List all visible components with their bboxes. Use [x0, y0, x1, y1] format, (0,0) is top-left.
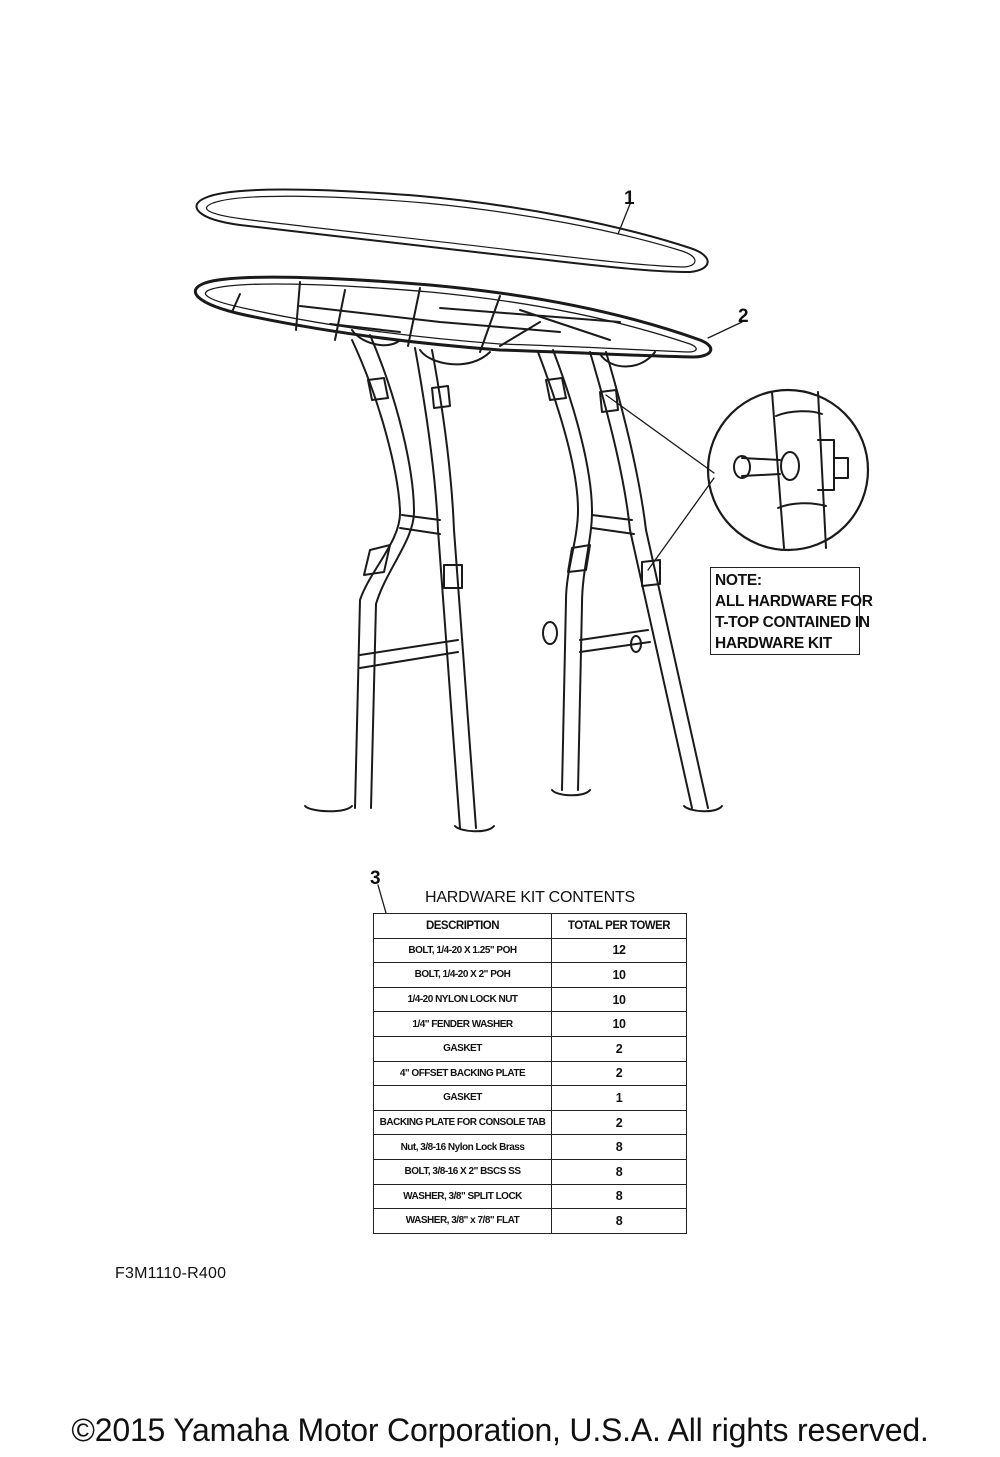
left-tower	[305, 335, 494, 831]
table-row	[374, 1110, 687, 1135]
column-header-total: TOTAL PER TOWER	[552, 914, 687, 939]
row-total: 8	[552, 1209, 687, 1234]
row-description: GASKET	[374, 1086, 552, 1111]
table-row	[374, 1086, 687, 1111]
row-description: Nut, 3/8-16 Nylon Lock Brass	[374, 1135, 552, 1160]
table-row	[374, 987, 687, 1012]
row-description: 1/4" FENDER WASHER	[374, 1012, 552, 1037]
table-row	[374, 963, 687, 988]
row-total: 2	[552, 1036, 687, 1061]
row-total: 2	[552, 1110, 687, 1135]
note-line: HARDWARE KIT	[715, 635, 832, 652]
row-description: GASKET	[374, 1036, 552, 1061]
copyright-notice: ©2015 Yamaha Motor Corporation, U.S.A. All rights reserved.	[71, 1412, 929, 1448]
table-row	[374, 1184, 687, 1209]
table-row	[374, 1135, 687, 1160]
note-line: NOTE:	[715, 572, 762, 589]
leader-line-2	[708, 322, 742, 338]
row-description: BOLT, 1/4-20 X 2" POH	[374, 963, 552, 988]
diagram-code: F3M1110-R400	[115, 1265, 227, 1282]
note-line: ALL HARDWARE FOR	[715, 593, 873, 610]
row-description: 4" OFFSET BACKING PLATE	[374, 1061, 552, 1086]
table-row	[374, 1209, 687, 1234]
hardware-kit-title: HARDWARE KIT CONTENTS	[424, 889, 636, 906]
table-row	[374, 938, 687, 963]
row-total: 12	[552, 938, 687, 963]
hardware-kit-table	[373, 913, 687, 1234]
row-description: BACKING PLATE FOR CONSOLE TAB	[374, 1110, 552, 1135]
row-total: 10	[552, 963, 687, 988]
row-total: 8	[552, 1135, 687, 1160]
row-total: 10	[552, 987, 687, 1012]
row-total: 1	[552, 1086, 687, 1111]
hardware-note-box	[710, 567, 873, 655]
row-description: WASHER, 3/8" SPLIT LOCK	[374, 1184, 552, 1209]
table-row	[374, 1012, 687, 1037]
column-header-description: DESCRIPTION	[374, 914, 552, 939]
table-row	[374, 1159, 687, 1184]
table-row	[374, 1036, 687, 1061]
row-total: 8	[552, 1184, 687, 1209]
callout-1: 1	[624, 188, 635, 209]
table-row	[374, 1061, 687, 1086]
row-total: 8	[552, 1159, 687, 1184]
note-line: T-TOP CONTAINED IN	[715, 614, 870, 631]
table-header-row	[374, 914, 687, 939]
row-description: BOLT, 1/4-20 X 1.25" POH	[374, 938, 552, 963]
hardware-detail-callout	[606, 390, 868, 570]
right-tower	[538, 350, 722, 811]
row-total: 2	[552, 1061, 687, 1086]
row-description: BOLT, 3/8-16 X 2" BSCS SS	[374, 1159, 552, 1184]
callout-2: 2	[738, 306, 749, 327]
row-description: 1/4-20 NYLON LOCK NUT	[374, 987, 552, 1012]
row-total: 10	[552, 1012, 687, 1037]
row-description: WASHER, 3/8" x 7/8" FLAT	[374, 1209, 552, 1234]
callout-3: 3	[370, 868, 381, 889]
frame-part	[195, 277, 710, 366]
